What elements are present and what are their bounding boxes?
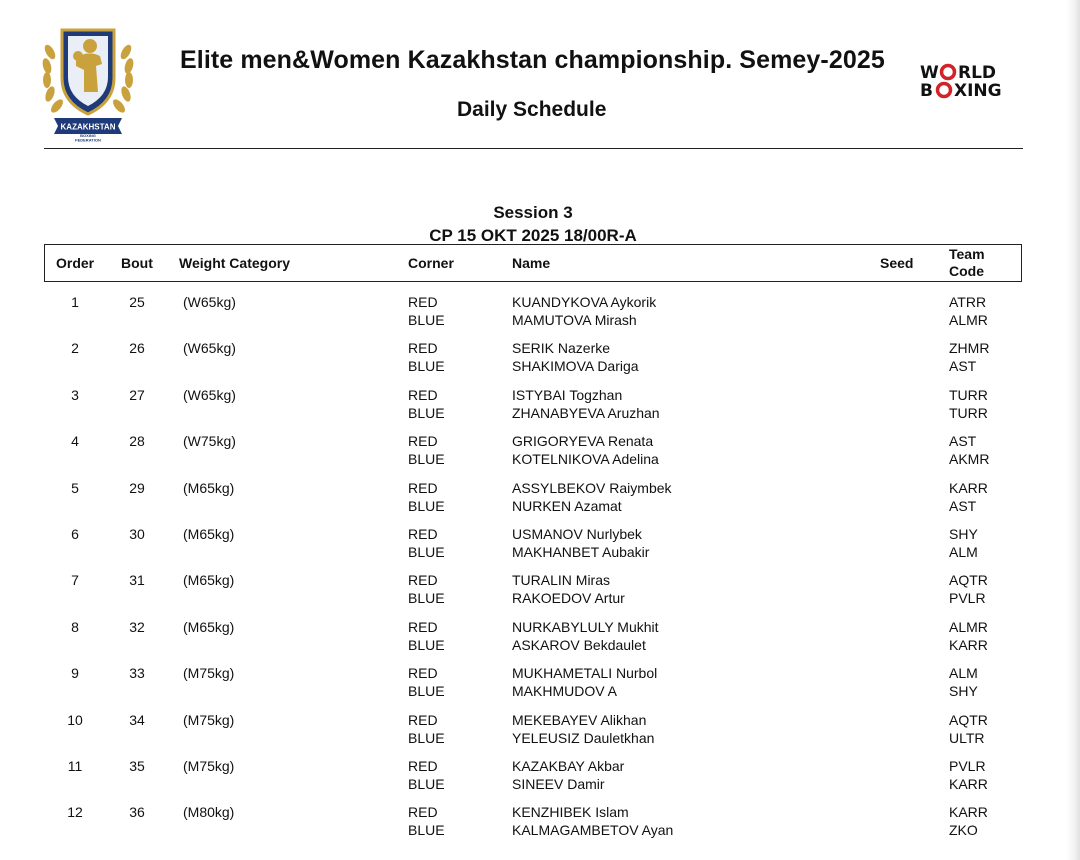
blue-boxer-name: ZHANABYEVA Aruzhan — [512, 404, 660, 421]
blue-corner-cell: BLUE — [408, 729, 445, 746]
weight-category-cell: (W65kg) — [183, 340, 236, 357]
red-boxer-name: ASSYLBEKOV Raiymbek — [512, 479, 672, 496]
red-boxer-name: MUKHAMETALI Nurbol — [512, 665, 658, 682]
red-team-code: ALMR — [949, 618, 988, 635]
order-cell: 10 — [67, 711, 83, 728]
red-team-code: AQTR — [949, 711, 988, 728]
weight-category-cell: (W75kg) — [183, 433, 236, 450]
red-boxer-name: ISTYBAI Togzhan — [512, 386, 623, 403]
document-subtitle: Daily Schedule — [457, 98, 607, 121]
table-header — [44, 244, 1022, 282]
bout-cell: 29 — [129, 479, 145, 496]
blue-team-code: TURR — [949, 404, 988, 421]
session-title: Session 3 — [493, 203, 573, 222]
order-cell: 3 — [71, 386, 79, 403]
weight-category-cell: (M65kg) — [183, 526, 235, 542]
session-info: CP 15 OKT 2025 18/00R-A — [429, 226, 637, 245]
red-corner-cell: RED — [408, 433, 438, 450]
col-team-header-line1: Team — [949, 246, 985, 262]
bout-cell: 32 — [129, 618, 145, 635]
bout-cell: 25 — [129, 294, 145, 310]
red-corner-cell: RED — [408, 479, 438, 496]
col-corner-header: Corner — [408, 255, 454, 271]
table-row — [0, 293, 1080, 339]
table-row — [0, 618, 1080, 664]
svg-text:KAZAKHSTAN: KAZAKHSTAN — [60, 122, 116, 132]
order-cell: 7 — [71, 572, 79, 589]
table-row — [0, 386, 1080, 432]
table-row — [0, 339, 1080, 385]
svg-text:W: W — [920, 63, 939, 83]
header-divider — [44, 148, 1023, 149]
red-boxer-name: SERIK Nazerke — [512, 340, 611, 357]
red-boxer-name: MEKEBAYEV Alikhan — [512, 711, 647, 728]
kazakhstan-boxing-federation-logo — [40, 22, 136, 142]
weight-category-cell: (W65kg) — [183, 386, 236, 403]
svg-text:BOXING: BOXING — [80, 133, 96, 138]
red-boxer-name: KUANDYKOVA Aykorik — [512, 294, 657, 310]
red-team-code: ALM — [949, 665, 978, 682]
red-team-code: ATRR — [949, 294, 987, 310]
blue-boxer-name: MAMUTOVA Mirash — [512, 312, 637, 328]
blue-boxer-name: NURKEN Azamat — [512, 497, 622, 514]
table-row — [0, 571, 1080, 617]
red-corner-cell: RED — [408, 758, 438, 774]
blue-corner-cell: BLUE — [408, 358, 445, 375]
weight-category-cell: (M65kg) — [183, 572, 235, 589]
col-weight-header: Weight Category — [179, 255, 290, 271]
blue-boxer-name: ASKAROV Bekdaulet — [512, 636, 646, 653]
order-cell: 1 — [71, 294, 79, 310]
blue-corner-cell: BLUE — [408, 404, 445, 421]
order-cell: 11 — [67, 758, 83, 774]
red-team-code: KARR — [949, 479, 988, 496]
order-cell: 2 — [71, 340, 79, 357]
blue-corner-cell: BLUE — [408, 497, 445, 514]
order-cell: 12 — [67, 804, 83, 821]
red-team-code: SHY — [949, 526, 978, 542]
red-corner-cell: RED — [408, 386, 438, 403]
weight-category-cell: (M65kg) — [183, 479, 235, 496]
col-seed-header: Seed — [880, 255, 914, 271]
document-title: Elite men&Women Kazakhstan championship. Semey-2025 — [180, 46, 885, 74]
red-team-code: KARR — [949, 804, 988, 821]
blue-corner-cell: BLUE — [408, 683, 445, 700]
blue-corner-cell: BLUE — [408, 312, 445, 328]
table-row — [0, 432, 1080, 478]
bout-cell: 33 — [129, 665, 145, 682]
blue-corner-cell: BLUE — [408, 776, 445, 792]
red-boxer-name: KENZHIBEK Islam — [512, 804, 629, 821]
red-corner-cell: RED — [408, 711, 438, 728]
svg-text:B: B — [920, 81, 933, 100]
blue-corner-cell: BLUE — [408, 822, 445, 839]
weight-category-cell: (M75kg) — [183, 665, 235, 682]
order-cell: 9 — [71, 665, 79, 682]
world-boxing-logo — [918, 62, 1022, 100]
blue-boxer-name: SHAKIMOVA Dariga — [512, 358, 639, 375]
bout-cell: 30 — [129, 526, 145, 542]
blue-team-code: KARR — [949, 636, 988, 653]
red-boxer-name: GRIGORYEVA Renata — [512, 433, 654, 450]
red-team-code: ZHMR — [949, 340, 990, 357]
table-row — [0, 711, 1080, 757]
red-team-code: AST — [949, 433, 977, 450]
col-name-header: Name — [512, 255, 551, 271]
red-boxer-name: TURALIN Miras — [512, 572, 611, 589]
col-bout-header: Bout — [121, 255, 153, 271]
table-row — [0, 664, 1080, 710]
order-cell: 8 — [71, 618, 79, 635]
red-team-code: TURR — [949, 386, 988, 403]
table-row — [0, 479, 1080, 525]
order-cell: 6 — [71, 526, 79, 542]
blue-team-code: PVLR — [949, 590, 986, 607]
blue-corner-cell: BLUE — [408, 636, 445, 653]
bout-cell: 31 — [129, 572, 145, 589]
blue-team-code: KARR — [949, 776, 988, 792]
blue-team-code: ULTR — [949, 729, 985, 746]
order-cell: 5 — [71, 479, 79, 496]
red-team-code: AQTR — [949, 572, 988, 589]
svg-text:FEDERATION: FEDERATION — [75, 137, 101, 142]
weight-category-cell: (M75kg) — [183, 758, 235, 774]
red-boxer-name: NURKABYLULY Mukhit — [512, 618, 659, 635]
blue-boxer-name: MAKHMUDOV A — [512, 683, 618, 700]
blue-boxer-name: YELEUSIZ Dauletkhan — [512, 729, 655, 746]
blue-team-code: AKMR — [949, 451, 990, 468]
blue-corner-cell: BLUE — [408, 590, 445, 607]
order-cell: 4 — [71, 433, 79, 450]
red-corner-cell: RED — [408, 294, 438, 310]
red-corner-cell: RED — [408, 618, 438, 635]
bout-cell: 28 — [129, 433, 145, 450]
red-team-code: PVLR — [949, 758, 986, 774]
weight-category-cell: (M65kg) — [183, 618, 235, 635]
svg-text:XING: XING — [954, 81, 1002, 100]
bout-cell: 26 — [129, 340, 145, 357]
blue-team-code: AST — [949, 497, 977, 514]
blue-team-code: AST — [949, 358, 977, 375]
red-corner-cell: RED — [408, 665, 438, 682]
table-row — [0, 525, 1080, 571]
svg-text:RLD: RLD — [958, 63, 997, 83]
weight-category-cell: (M80kg) — [183, 804, 235, 821]
blue-team-code: SHY — [949, 683, 978, 700]
weight-category-cell: (M75kg) — [183, 711, 235, 728]
red-boxer-name: USMANOV Nurlybek — [512, 526, 642, 542]
blue-boxer-name: MAKHANBET Aubakir — [512, 544, 650, 560]
bout-cell: 34 — [129, 711, 145, 728]
red-corner-cell: RED — [408, 526, 438, 542]
blue-boxer-name: KOTELNIKOVA Adelina — [512, 451, 659, 468]
blue-team-code: ALM — [949, 544, 978, 560]
weight-category-cell: (W65kg) — [183, 294, 236, 310]
red-corner-cell: RED — [408, 340, 438, 357]
blue-team-code: ALMR — [949, 312, 988, 328]
table-row — [0, 757, 1080, 803]
col-team-header-line2: Code — [949, 263, 984, 279]
table-row — [0, 803, 1080, 849]
bout-cell: 36 — [129, 804, 145, 821]
red-boxer-name: KAZAKBAY Akbar — [512, 758, 625, 774]
red-corner-cell: RED — [408, 572, 438, 589]
bout-cell: 35 — [129, 758, 145, 774]
red-corner-cell: RED — [408, 804, 438, 821]
blue-corner-cell: BLUE — [408, 451, 445, 468]
blue-boxer-name: SINEEV Damir — [512, 776, 605, 792]
blue-team-code: ZKO — [949, 822, 978, 839]
blue-corner-cell: BLUE — [408, 544, 445, 560]
blue-boxer-name: KALMAGAMBETOV Ayan — [512, 822, 674, 839]
bout-cell: 27 — [129, 386, 145, 403]
blue-boxer-name: RAKOEDOV Artur — [512, 590, 625, 607]
col-order-header: Order — [56, 255, 95, 271]
